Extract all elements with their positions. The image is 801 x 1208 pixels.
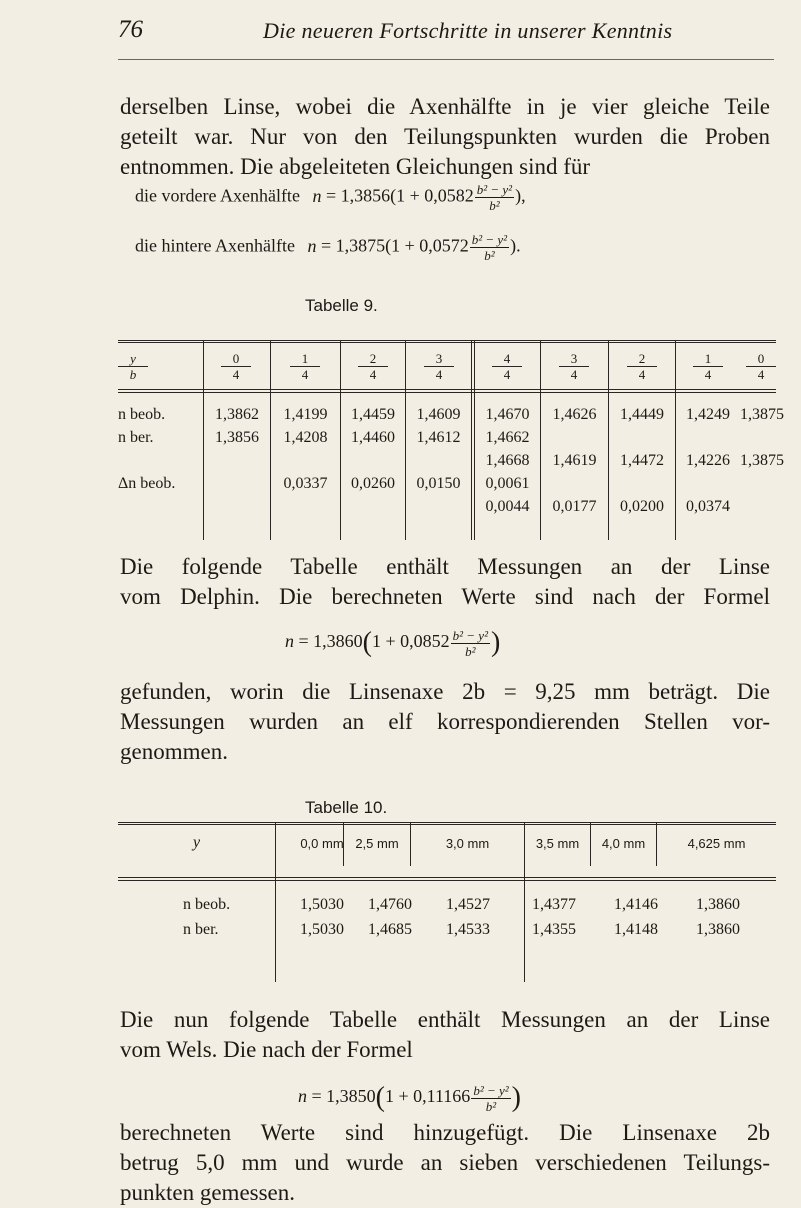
fraction-denominator: 4: [704, 367, 712, 382]
column-header: 0,0 mm: [300, 836, 344, 851]
fraction-denominator: 4: [232, 367, 240, 382]
table-cell: 1,4472: [620, 452, 664, 469]
table-cell: 1,3860: [696, 921, 740, 938]
table-cell: 1,4619: [552, 452, 597, 469]
header-y: y: [193, 834, 201, 851]
column-divider: [275, 822, 276, 982]
text-line: Die folgende Tabelle enthält Messungen an der Linse: [120, 554, 770, 579]
text-line: betrug 5,0 mm und wurde an sieben verschiedenen Teilungs-: [120, 1150, 770, 1175]
column-header: 4,625 mm: [687, 836, 746, 851]
table-cell: 1,4199: [283, 406, 328, 423]
running-header: [118, 16, 778, 46]
column-header: [424, 352, 454, 383]
fraction-numerator: 4: [492, 352, 522, 367]
table-10-caption: Tabelle 10.: [305, 798, 388, 817]
table-cell: 1,4249: [686, 406, 730, 423]
table-cell: 1,4449: [620, 406, 664, 423]
table-cell: 1,4208: [283, 429, 328, 446]
table-cell: 1,4377: [532, 896, 576, 913]
equation-fraction: [471, 1083, 510, 1114]
page-number: 76: [118, 16, 143, 43]
table-cell: 1,3860: [696, 896, 740, 913]
fraction-denominator: 4: [757, 367, 765, 382]
equation-rhs: = 1,3860: [298, 631, 363, 652]
table-cell: 1,4662: [485, 429, 530, 446]
fraction-denominator: 4: [435, 367, 443, 382]
paragraph-5: [120, 1118, 770, 1208]
text-line: gefunden, worin die Linsenaxe 2b = 9,25 mm beträgt. Die: [120, 679, 770, 704]
equation-rhs: = 1,3850: [311, 1086, 376, 1107]
table-cell: 1,4355: [532, 921, 576, 938]
table-cell: 1,4685: [368, 921, 412, 938]
equation-inner: 1 + 0,0852: [371, 631, 450, 652]
paren-close: ): [511, 1082, 521, 1113]
fraction-denominator: b²: [485, 1098, 497, 1114]
fraction-numerator: 2: [627, 352, 657, 367]
table-cell: 1,4626: [552, 406, 597, 423]
column-header: [559, 352, 589, 383]
text-line: geteilt war. Nur von den Teilungspunkten wurden die Proben: [120, 124, 770, 149]
paren-open: (: [362, 627, 372, 658]
column-header: 3,5 mm: [535, 836, 580, 851]
equation-lhs: n: [298, 1086, 307, 1107]
text-line: derselben Linse, wobei die Axenhälfte in je vier gleiche Teile: [120, 94, 770, 119]
table-cell: 0,0061: [485, 475, 530, 492]
equation-fraction: [475, 182, 514, 213]
text-line: punkten gemessen.: [120, 1180, 296, 1205]
text-line: genommen.: [120, 739, 228, 764]
table-rule: [118, 877, 776, 878]
paragraph-4: [120, 1005, 770, 1065]
paren-close: ): [490, 627, 501, 658]
equation-back-half: [135, 232, 521, 263]
equation-rhs: = 1,3856(1 + 0,0582: [325, 185, 474, 206]
equation-label: die vordere Axenhälfte: [135, 185, 300, 206]
fraction-numerator: 0: [221, 352, 251, 367]
paragraph-1: [120, 92, 770, 182]
table-cell: 0,0150: [416, 475, 461, 492]
row-label-delta-n: [118, 475, 175, 493]
fraction-numerator: 2: [358, 352, 388, 367]
text-line: berechneten Werte sind hinzugefügt. Die Linsenaxe 2b: [120, 1120, 770, 1145]
row-label-n-beob: n beob.: [183, 896, 231, 913]
table-cell: 1,3875: [740, 452, 784, 469]
table-cell: 1,3856: [215, 429, 259, 446]
column-header: [290, 352, 320, 383]
table-cell: 1,4148: [614, 921, 658, 938]
table-cell: 1,4226: [686, 452, 730, 469]
table-cell: 1,3875: [740, 406, 784, 423]
fraction-denominator: 4: [570, 367, 578, 382]
column-header: 3,0 mm: [445, 836, 490, 851]
table-rule: [118, 392, 776, 393]
table-cell: 1,5030: [300, 921, 344, 938]
fraction-numerator: b² − y²: [471, 232, 508, 247]
row-label-n-beob: [118, 406, 165, 424]
table-cell: 1,5030: [300, 896, 344, 913]
text-line: Die nun folgende Tabelle enthält Messungen an der Linse: [120, 1007, 770, 1032]
fraction-denominator: b²: [489, 198, 500, 213]
equation-fraction: [470, 232, 509, 263]
fraction-numerator: 1: [290, 352, 320, 367]
table-cell: 1,4146: [614, 896, 658, 913]
table-cell: 0,0177: [552, 498, 597, 515]
table-rule: [118, 340, 776, 341]
paragraph-3: [120, 677, 770, 767]
text-line: entnommen. Die abgeleiteten Gleichungen sind für: [120, 154, 591, 179]
table-cell: 0,0337: [283, 475, 328, 492]
fraction-numerator: 0: [746, 352, 776, 367]
table-cell: 1,4527: [446, 896, 490, 913]
table-9-caption: Tabelle 9.: [305, 296, 378, 315]
equation-lhs: n: [307, 235, 317, 256]
table-rule: [118, 389, 776, 390]
table-cell: 1,4459: [351, 406, 395, 423]
table-rule: [118, 822, 776, 823]
fraction-numerator: y: [118, 352, 148, 367]
header-rule: [118, 59, 774, 60]
column-header: [746, 352, 776, 383]
running-title: Die neueren Fortschritte in unserer Kenntnis: [263, 18, 673, 43]
equation-lhs: n: [285, 631, 294, 652]
row-label-n-ber: [118, 429, 154, 447]
fraction-numerator: 3: [424, 352, 454, 367]
table-cell: 1,3862: [215, 406, 259, 423]
equation-front-half: [135, 182, 526, 213]
table-cell: 1,4612: [416, 429, 461, 446]
fraction-numerator: b² − y²: [476, 182, 513, 197]
row-label-text: Δn beob.: [118, 475, 176, 492]
row-label-text: n ber.: [118, 429, 154, 446]
table-rule: [118, 824, 776, 825]
table-cell: 1,4460: [351, 429, 395, 446]
table-cell: 1,4668: [485, 452, 530, 469]
row-label-text: n beob.: [118, 406, 166, 423]
equation-delphin: [285, 627, 500, 659]
column-header: [627, 352, 657, 383]
table-cell: 1,4533: [446, 921, 490, 938]
equation-tail: ),: [515, 185, 526, 206]
equation-tail: ).: [510, 235, 521, 256]
fraction-denominator: 4: [638, 367, 646, 382]
equation-label: die hintere Axenhälfte: [135, 235, 295, 256]
table-cell: 0,0200: [620, 498, 664, 515]
fraction-numerator: 1: [693, 352, 723, 367]
table-cell: 1,4670: [485, 406, 530, 423]
table-rule: [118, 342, 776, 343]
fraction-numerator: b² − y²: [452, 627, 488, 643]
fraction-denominator: 4: [369, 367, 377, 382]
equation-rhs: = 1,3875(1 + 0,0572: [320, 235, 469, 256]
table-cell: 0,0374: [686, 498, 730, 515]
column-header: 2,5 mm: [355, 836, 399, 851]
row-label-n-ber: n ber.: [183, 921, 219, 938]
table-10: [118, 822, 776, 992]
column-header: [221, 352, 251, 383]
fraction-numerator: b² − y²: [473, 1082, 509, 1098]
fraction-denominator: 4: [503, 367, 511, 382]
column-divider: [471, 340, 472, 540]
equation-lhs: n: [312, 185, 322, 206]
fraction-denominator: b: [129, 367, 137, 382]
table-cell: 0,0044: [485, 498, 530, 515]
table-cell: 0,0260: [351, 475, 395, 492]
table-cell: 1,4609: [416, 406, 461, 423]
fraction-denominator: 4: [301, 367, 309, 382]
table-rule: [118, 880, 776, 881]
fraction-numerator: 3: [559, 352, 589, 367]
fraction-denominator: b²: [465, 643, 476, 659]
column-header: [358, 352, 388, 383]
text-line: vom Wels. Die nach der Formel: [120, 1037, 413, 1062]
column-header: [693, 352, 723, 383]
header-y-over-b: [118, 352, 148, 383]
fraction-denominator: b²: [484, 248, 495, 263]
equation-fraction: [451, 628, 490, 659]
table-9: [118, 340, 784, 540]
equation-wels: [298, 1082, 521, 1114]
equation-inner: 1 + 0,11166: [384, 1086, 471, 1107]
text-line: Messungen wurden an elf korrespondierenden Stellen vor-: [120, 709, 770, 734]
paragraph-2: [120, 552, 770, 612]
column-header: [492, 352, 522, 383]
text-line: vom Delphin. Die berechneten Werte sind nach der Formel: [120, 584, 770, 609]
paren-open: (: [375, 1082, 385, 1113]
column-header: 4,0 mm: [601, 836, 646, 851]
table-cell: 1,4760: [368, 896, 412, 913]
